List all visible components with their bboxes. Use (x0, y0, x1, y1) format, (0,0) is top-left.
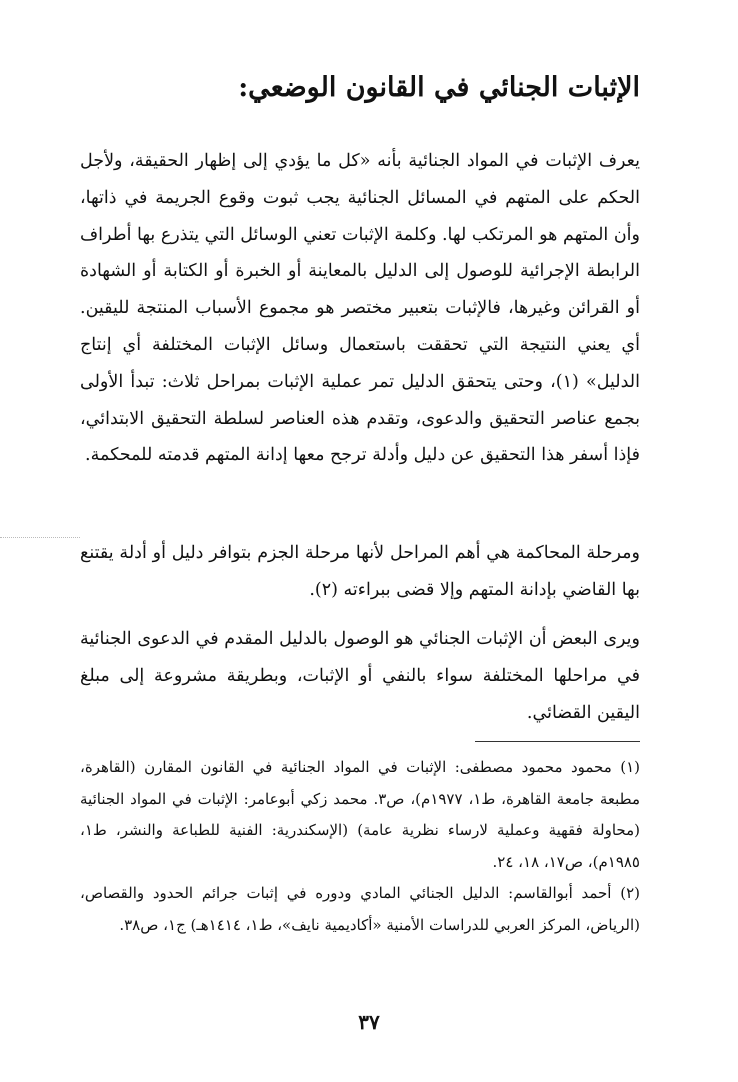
body-paragraph-3: ويرى البعض أن الإثبات الجنائي هو الوصول بالدليل المقدم في الدعوى الجنائية في مراحلها المختلفة سواء بالنفي أو الإثبات، وبطريقة مشروعة إلى مبلغ اليقين القضائي. (80, 629, 640, 723)
footnote-separator (475, 741, 640, 742)
scan-artifact-line (0, 537, 80, 538)
body-paragraph-2: ومرحلة المحاكمة هي أهم المراحل لأنها مرحلة الجزم بتوافر دليل أو أدلة يقتنع بها القاضي بإدانة المتهم وإلا قضى ببراءته (٢). (80, 543, 640, 600)
footnotes (80, 752, 640, 941)
section-heading: الإثبات الجنائي في القانون الوضعي: (238, 72, 640, 103)
page-number: ٣٧ (358, 1010, 380, 1034)
body-paragraph-1: يعرف الإثبات في المواد الجنائية بأنه «كل ما يؤدي إلى إظهار الحقيقة، ولأجل الحكم على المتهم في المسائل الجنائية يجب ثبوت وقوع الجريمة في ذاتها، وأن المتهم هو المرتكب لها. وكلمة الإثبات تعني الوسائل التي يتذرع بها أطراف الرابطة الإجرائية للوصول إلى الدليل بالمعاينة أو الخبرة أو الكتابة أو الشهادة أو القرائن وغيرها، فالإثبات بتعبير مختصر هو مجموع الأسباب المنتجة لليقين. أي يعني النتيجة التي تحققت باستعمال وسائل الإثبات المختلفة أي إنتاج الدليل» (١)، وحتى يتحقق الدليل تمر عملية الإثبات بمراحل ثلاث: تبدأ الأولى بجمع عناصر التحقيق والدعوى، وتقدم هذه العناصر لسلطة التحقيق الابتدائي، فإذا أسفر هذا التحقيق عن دليل وأدلة ترجح معها إدانة المتهم قدمته للمحكمة. (80, 151, 641, 466)
footnote-1: (١) محمود محمود مصطفى: الإثبات في المواد الجنائية في القانون المقارن (القاهرة، مطبعة جامعة القاهرة، ط١، ١٩٧٧م)، ص٣. محمد زكي أبوعامر: الإثبات في المواد الجنائية (محاولة فقهية وعملية لارساء نظرية عامة) (الإسكندرية: الفنية للطباعة والنشر، ط١، ١٩٨٥م)، ص١٧، ١٨، ٢٤. (80, 758, 641, 871)
footnote-2: (٢) أحمد أبوالقاسم: الدليل الجنائي المادي ودوره في إثبات جرائم الحدود والقصاص، (الرياض، المركز العربي للدراسات الأمنية «أكاديمية نايف»، ط١، ١٤١٤هـ) ج١، ص٣٨. (80, 884, 640, 934)
